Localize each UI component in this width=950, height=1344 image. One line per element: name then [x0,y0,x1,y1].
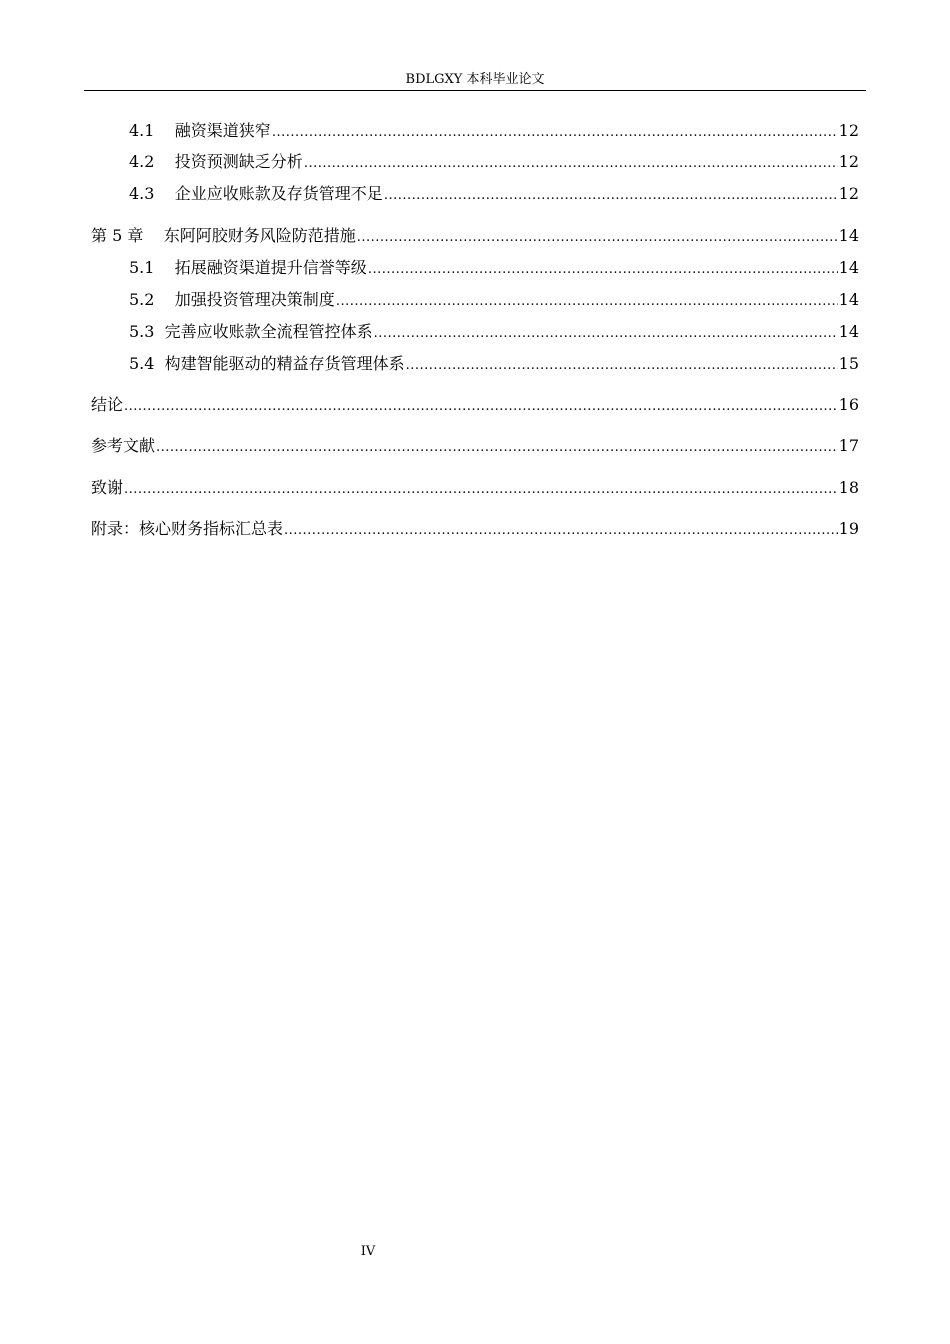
toc-dot-leader [384,185,838,207]
toc-entry-appendix[interactable] [91,518,859,540]
toc-entry-4-1[interactable] [129,120,859,142]
toc-dot-leader [124,396,838,418]
toc-entry-page: 14 [838,226,859,245]
toc-entry-references[interactable] [91,435,859,457]
toc-dot-leader [124,479,838,501]
toc-entry-title: 结论 [91,395,124,414]
toc-entry-page: 14 [838,322,859,341]
toc-entry-acknowledgements[interactable] [91,477,859,499]
toc-entry-title: 融资渠道狭窄 [174,121,271,140]
toc-dot-leader [406,355,838,377]
toc-entry-number: 4.2 [129,152,175,171]
toc-entry-conclusion[interactable] [91,394,859,416]
toc-entry-title: 企业应收账款及存货管理不足 [174,184,383,203]
toc-dot-leader [357,227,838,249]
toc-entry-page: 14 [838,258,859,277]
page-number: IV [360,1244,376,1259]
toc-dot-leader [284,520,838,542]
toc-dot-leader [336,291,838,313]
toc-entry-number: 4.3 [129,184,175,203]
toc-entry-title: 参考文献 [91,436,156,455]
toc-entry-number: 5.4 [129,354,165,373]
running-header-title: BDLGXY 本科毕业论文 [405,72,545,87]
page-footer [340,1243,396,1261]
toc-entry-5-3[interactable] [129,321,859,343]
toc-entry-number: 第 5 章 [91,226,164,245]
toc-entry-page: 12 [838,152,859,171]
toc-entry-title: 致谢 [91,478,124,497]
running-header [84,70,866,91]
toc-entry-page: 12 [838,184,859,203]
toc-entry-title: 完善应收账款全流程管控体系 [164,322,373,341]
toc-entry-5-4[interactable] [129,353,859,375]
toc-entry-number: 5.1 [129,258,175,277]
toc-dot-leader [374,323,838,345]
toc-entry-page: 12 [838,121,859,140]
toc-entry-page: 15 [838,354,859,373]
toc-entry-chapter-5[interactable] [91,225,859,247]
toc-entry-page: 17 [838,436,859,455]
toc-entry-page: 14 [838,290,859,309]
toc-entry-title: 加强投资管理决策制度 [174,290,335,309]
toc-entry-number: 5.2 [129,290,175,309]
toc-entry-title: 投资预测缺乏分析 [174,152,303,171]
toc-entry-page: 18 [838,478,859,497]
toc-entry-5-2[interactable] [129,289,859,311]
toc-entry-page: 16 [838,395,859,414]
toc-dot-leader [156,437,838,459]
toc-entry-title: 东阿阿胶财务风险防范措施 [163,226,356,245]
toc-entry-title: 构建智能驱动的精益存货管理体系 [164,354,405,373]
toc-entry-title: 附录：核心财务指标汇总表 [91,519,284,538]
toc-entry-number: 4.1 [129,121,175,140]
toc-dot-leader [368,259,838,281]
toc-entry-4-3[interactable] [129,183,859,205]
toc-entry-title: 拓展融资渠道提升信誉等级 [174,258,367,277]
toc-entry-5-1[interactable] [129,257,859,279]
toc-entry-page: 19 [838,519,859,538]
toc-entry-number: 5.3 [129,322,165,341]
toc-dot-leader [272,122,838,144]
toc-entry-4-2[interactable] [129,151,859,173]
toc-dot-leader [304,153,838,175]
